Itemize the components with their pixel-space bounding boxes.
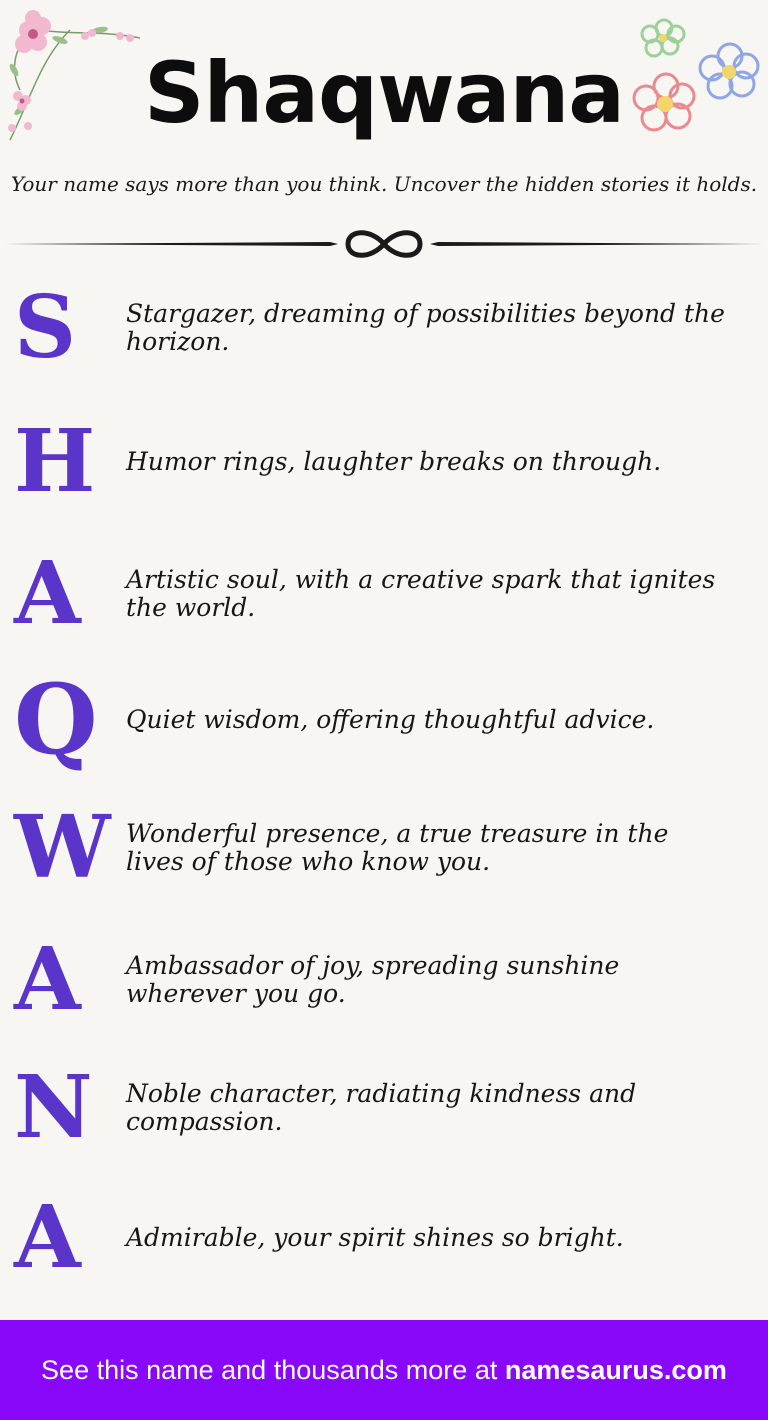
letter-meaning: Ambassador of joy, spreading sunshine wherever you go. bbox=[126, 951, 620, 1008]
footer-text: See this name and thousands more at bbox=[41, 1355, 505, 1385]
list-item bbox=[0, 1058, 768, 1158]
list-item bbox=[0, 412, 768, 512]
letter-meaning: Quiet wisdom, offering thoughtful advice. bbox=[126, 705, 655, 734]
letter-meaning: Noble character, radiating kindness and compassion. bbox=[126, 1079, 637, 1136]
decorative-letter: A bbox=[14, 543, 81, 644]
decorative-letter: Q bbox=[14, 663, 98, 776]
letter-meaning: Wonderful presence, a true treasure in the lives of those who know you. bbox=[126, 819, 669, 876]
decorative-letter: A bbox=[14, 929, 81, 1030]
letter-meaning: Admirable, your spirit shines so bright. bbox=[126, 1223, 624, 1252]
decorative-letter: W bbox=[14, 797, 111, 898]
list-item bbox=[0, 1188, 768, 1288]
decorative-letter: N bbox=[14, 1057, 93, 1158]
tagline: Your name says more than you think. Uncover the hidden stories it holds. bbox=[10, 172, 758, 196]
list-item bbox=[0, 278, 768, 378]
page-title: Shaqwana bbox=[144, 44, 624, 142]
list-item bbox=[0, 798, 768, 898]
decorative-letter: A bbox=[14, 1187, 81, 1288]
letter-meaning: Humor rings, laughter breaks on through. bbox=[126, 447, 662, 476]
list-item bbox=[0, 663, 768, 776]
letter-meaning: Stargazer, dreaming of possibilities beyond the horizon. bbox=[126, 299, 725, 356]
footer-site-link[interactable]: namesaurus.com bbox=[504, 1355, 727, 1385]
letter-meaning: Artistic soul, with a creative spark that ignites the world. bbox=[126, 565, 716, 622]
infinity-knot-icon bbox=[0, 224, 768, 264]
footer-banner[interactable] bbox=[0, 1320, 768, 1420]
decorative-letter: H bbox=[14, 411, 96, 512]
decorative-letter: S bbox=[14, 277, 77, 378]
list-item bbox=[0, 544, 768, 644]
list-item bbox=[0, 930, 768, 1030]
